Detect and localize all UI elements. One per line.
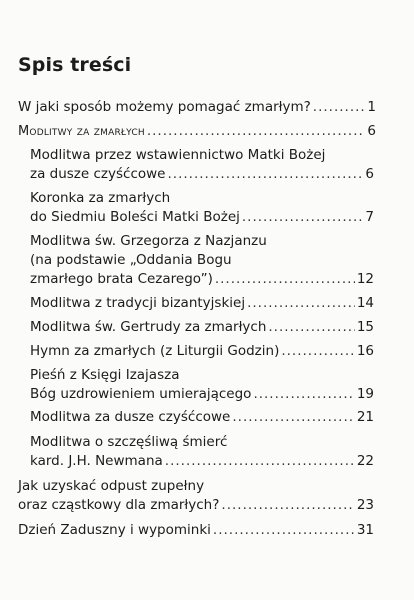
dot-leader — [221, 496, 354, 515]
dot-leader — [147, 122, 366, 141]
toc-page-number: 12 — [356, 271, 374, 287]
toc-page-number: 21 — [356, 409, 374, 425]
toc-entry-text: zmarłego brata Cezarego”) — [30, 271, 213, 287]
dot-leader — [313, 98, 366, 117]
toc-entry-text: za dusze czyśćcowe — [30, 166, 166, 182]
toc-entry-text: Jak uzyskać odpust zupełny — [18, 478, 205, 494]
toc-entry-text: Modlitwa za dusze czyśćcowe — [30, 409, 231, 425]
toc-entry[interactable] — [30, 342, 374, 361]
toc-entry[interactable] — [18, 521, 374, 540]
dot-leader — [247, 294, 355, 313]
toc-entry-text: Modlitwa św. Grzegorza z Nazjanzu — [30, 233, 267, 249]
dot-leader — [215, 270, 355, 289]
toc-entry[interactable] — [18, 98, 376, 117]
toc-entry-text: Modlitwa przez wstawiennictwo Matki Bożej — [30, 147, 326, 163]
toc-entry-text: Modlitwa z tradycji bizantyjskiej — [30, 295, 246, 311]
toc-entry-text: Pieśń z Księgi Izajasza — [30, 367, 180, 383]
dot-leader — [232, 408, 354, 427]
toc-page-number: 14 — [356, 295, 374, 311]
page-title: Spis treści — [18, 54, 132, 76]
toc-entry-text: Hymn za zmarłych (z Liturgii Godzin) — [30, 343, 280, 359]
toc-page-number: 31 — [356, 522, 374, 538]
toc-page-number: 15 — [356, 319, 374, 335]
toc-entry[interactable] — [30, 433, 374, 471]
toc-entry[interactable] — [30, 294, 374, 313]
toc-entry[interactable] — [30, 232, 374, 289]
toc-page-number: 19 — [356, 386, 374, 402]
toc-entry[interactable] — [18, 477, 374, 515]
toc-entry[interactable] — [30, 318, 374, 337]
toc-page-number: 22 — [356, 453, 374, 469]
toc-entry[interactable] — [30, 189, 374, 227]
dot-leader — [213, 521, 355, 540]
toc-entry[interactable] — [30, 146, 374, 184]
toc-entry-text: do Siedmiu Boleści Matki Bożej — [30, 209, 240, 225]
toc-entry[interactable] — [30, 408, 374, 427]
toc-entry-text: Koronka za zmarłych — [30, 190, 171, 206]
toc-entry-text: W jaki sposób możemy pomagać zmarłym? — [18, 99, 311, 115]
toc-entry-text: Bóg uzdrowieniem umierającego — [30, 386, 252, 402]
toc-entry-text: (na podstawie „Oddania Bogu — [30, 252, 232, 268]
toc-page-number: 16 — [356, 343, 374, 359]
toc-entry-text: Modlitwa o szczęśliwą śmierć — [30, 434, 228, 450]
dot-leader — [281, 342, 354, 361]
toc-page-number: 7 — [365, 209, 374, 225]
toc-page-number: 23 — [356, 497, 374, 513]
toc-page-number: 6 — [365, 166, 374, 182]
toc-page-number: 6 — [367, 123, 376, 139]
dot-leader — [253, 385, 354, 404]
dot-leader — [167, 165, 363, 184]
toc-entry-text: Dzień Zaduszny i wypominki — [18, 522, 211, 538]
dot-leader — [268, 318, 354, 337]
toc-entry-text: oraz cząstkowy dla zmarłych? — [18, 497, 220, 513]
toc-page-number: 1 — [367, 99, 376, 115]
dot-leader — [165, 452, 355, 471]
dot-leader — [242, 208, 364, 227]
toc-entry-text: Modlitwa św. Gertrudy za zmarłych — [30, 319, 267, 335]
toc-section-entry[interactable] — [18, 122, 376, 141]
toc-entry[interactable] — [30, 366, 374, 404]
toc-section-heading: Modlitwy za zmarłych — [18, 124, 145, 139]
toc-entry-text: kard. J.H. Newmana — [30, 453, 163, 469]
